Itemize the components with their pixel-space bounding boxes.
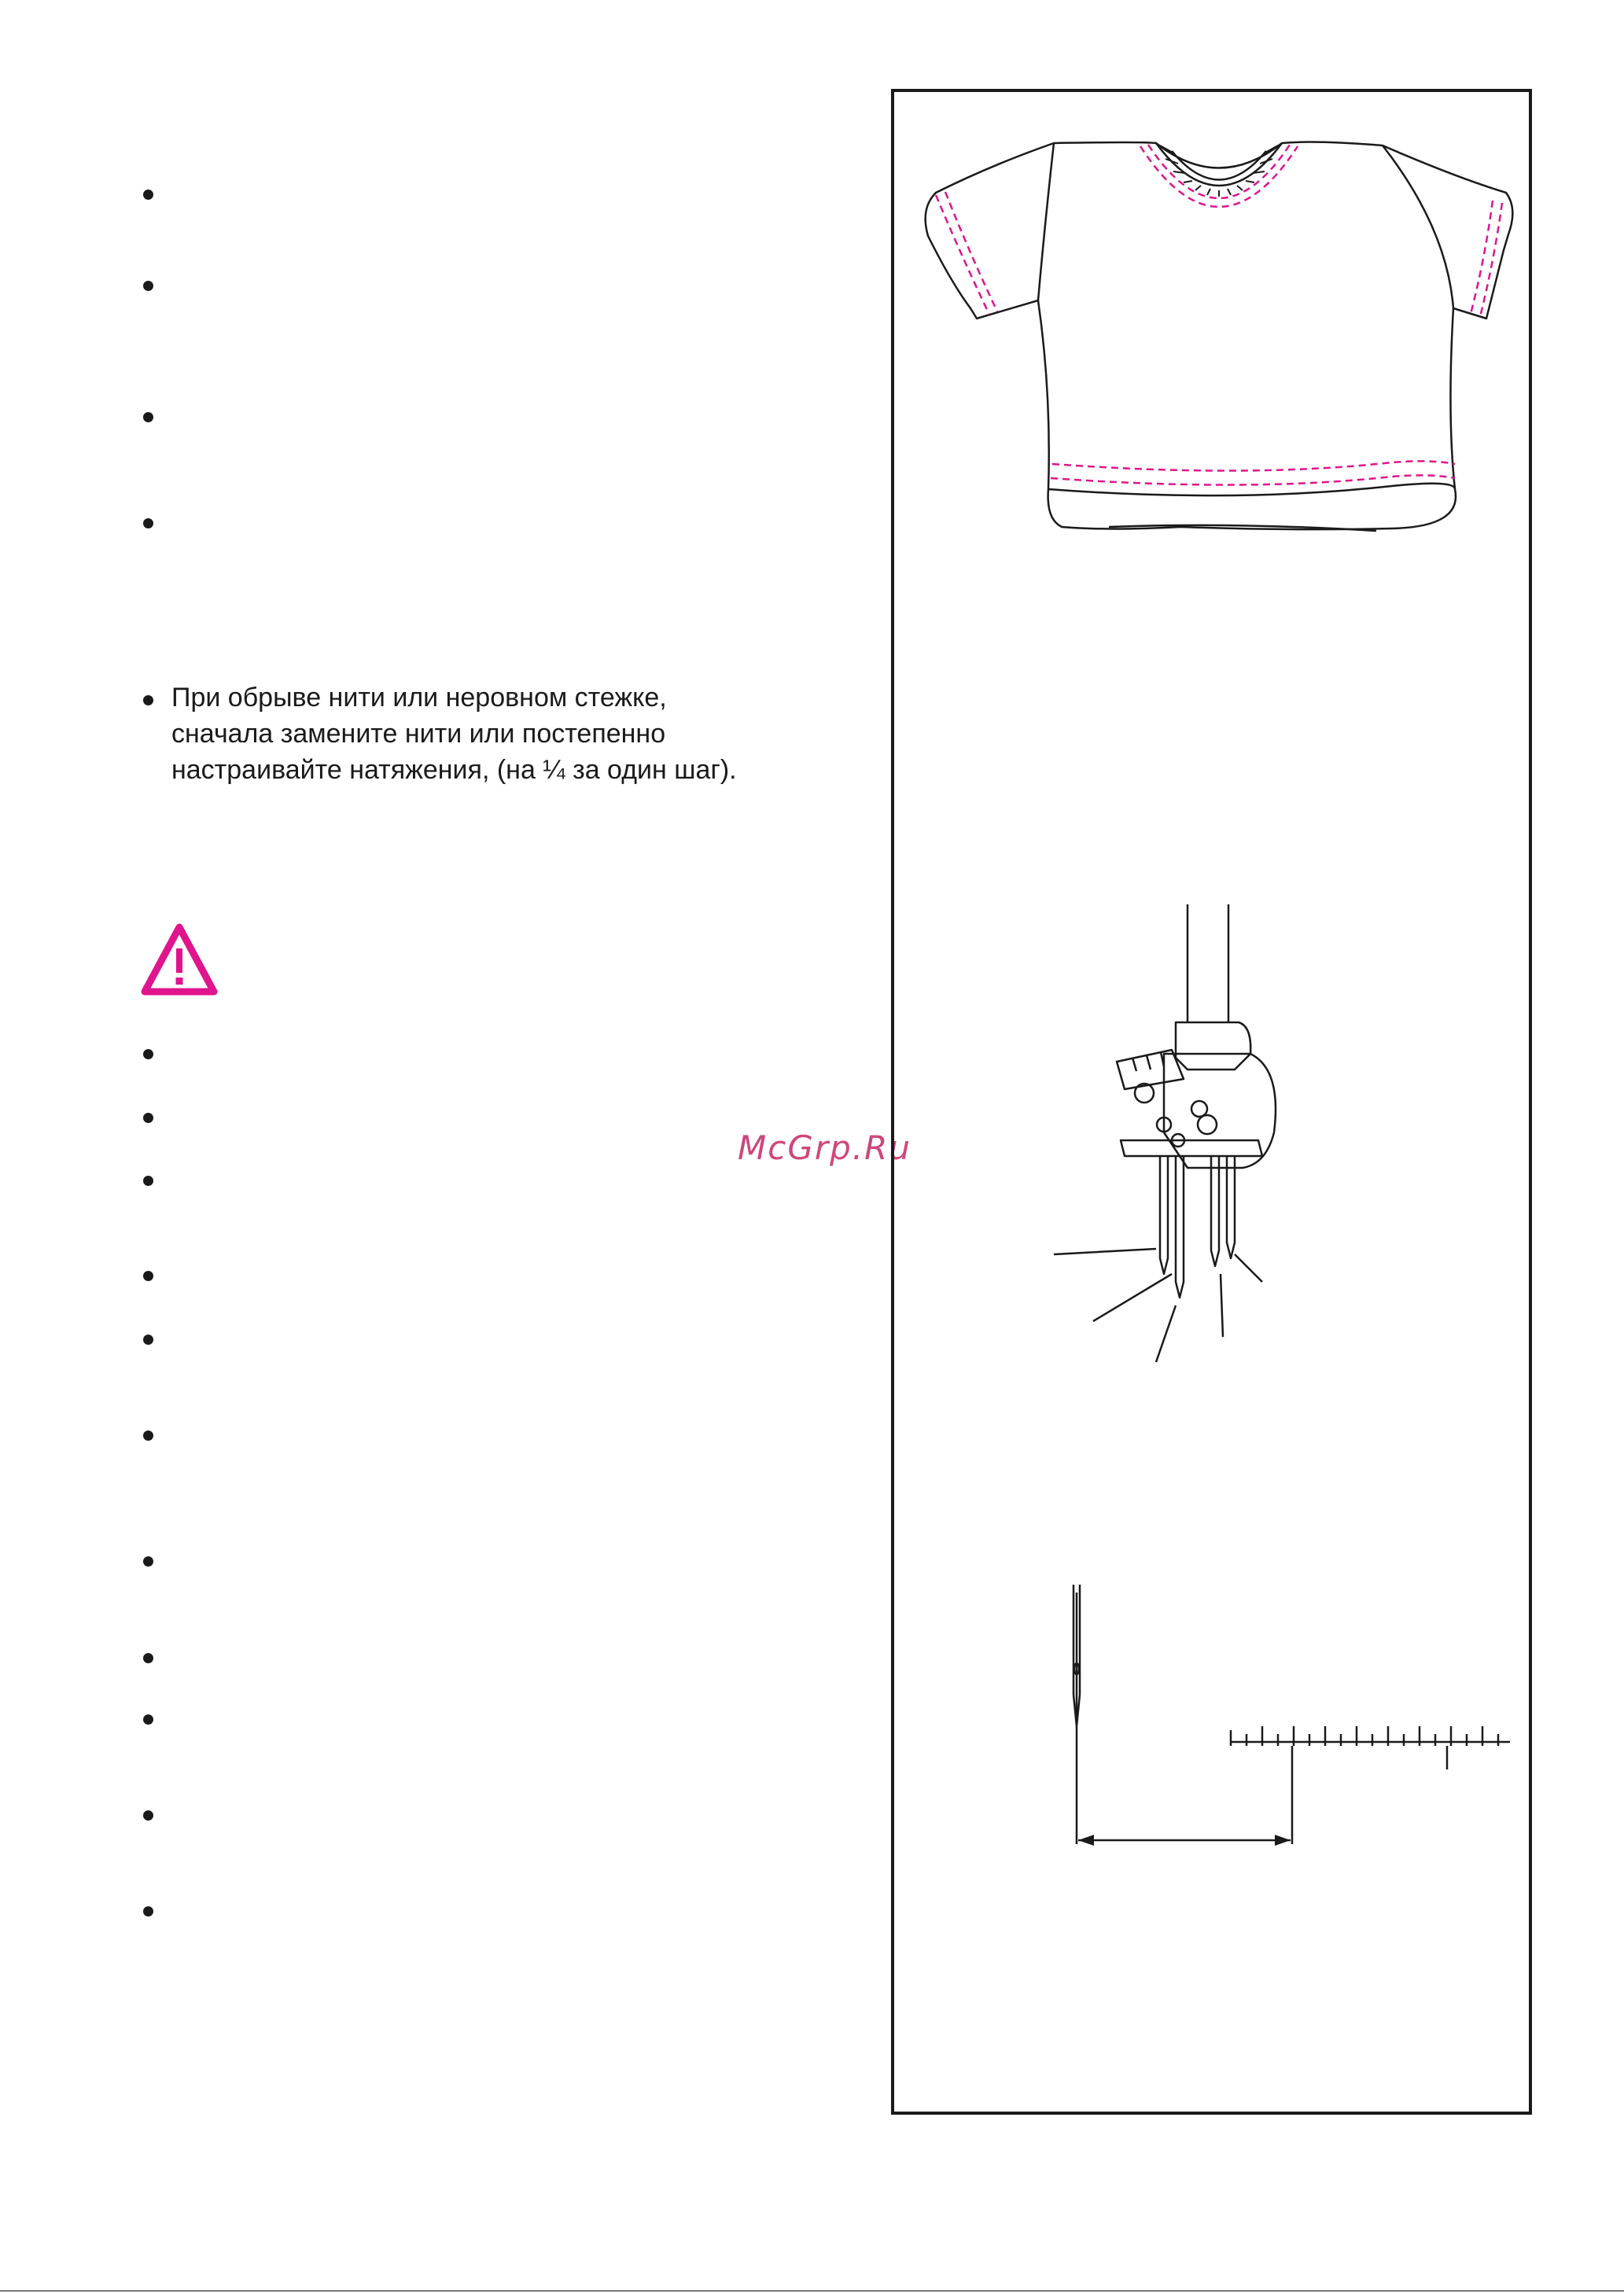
bullet bbox=[143, 1049, 153, 1059]
bullet bbox=[143, 1113, 153, 1123]
bullet bbox=[143, 190, 153, 200]
bullet bbox=[143, 281, 153, 291]
warning-triangle-icon bbox=[140, 922, 219, 997]
bullet bbox=[143, 518, 153, 528]
bullet bbox=[143, 412, 153, 422]
bullet bbox=[143, 1271, 153, 1281]
presser-foot-needles-illustration bbox=[1046, 897, 1298, 1368]
thread-tension-tip: При обрыве нити или неровном стежке, сначала замените нити или постепенно настраивайте натяжения, (на ¼ за один шаг). bbox=[171, 683, 737, 785]
bullet bbox=[143, 1714, 153, 1725]
tshirt-illustration bbox=[920, 134, 1518, 676]
bullet bbox=[143, 1176, 153, 1186]
bullet bbox=[143, 1431, 153, 1441]
bullet bbox=[143, 1556, 153, 1567]
bullet bbox=[143, 1906, 153, 1917]
bullet bbox=[143, 1653, 153, 1663]
needle-spacing-diagram bbox=[1066, 1577, 1514, 1852]
bullet bbox=[143, 1335, 153, 1345]
watermark: McGrp.Ru bbox=[738, 1129, 911, 1167]
footer-divider bbox=[0, 2290, 1624, 2292]
bullet bbox=[143, 1810, 153, 1821]
bullet bbox=[143, 695, 153, 705]
